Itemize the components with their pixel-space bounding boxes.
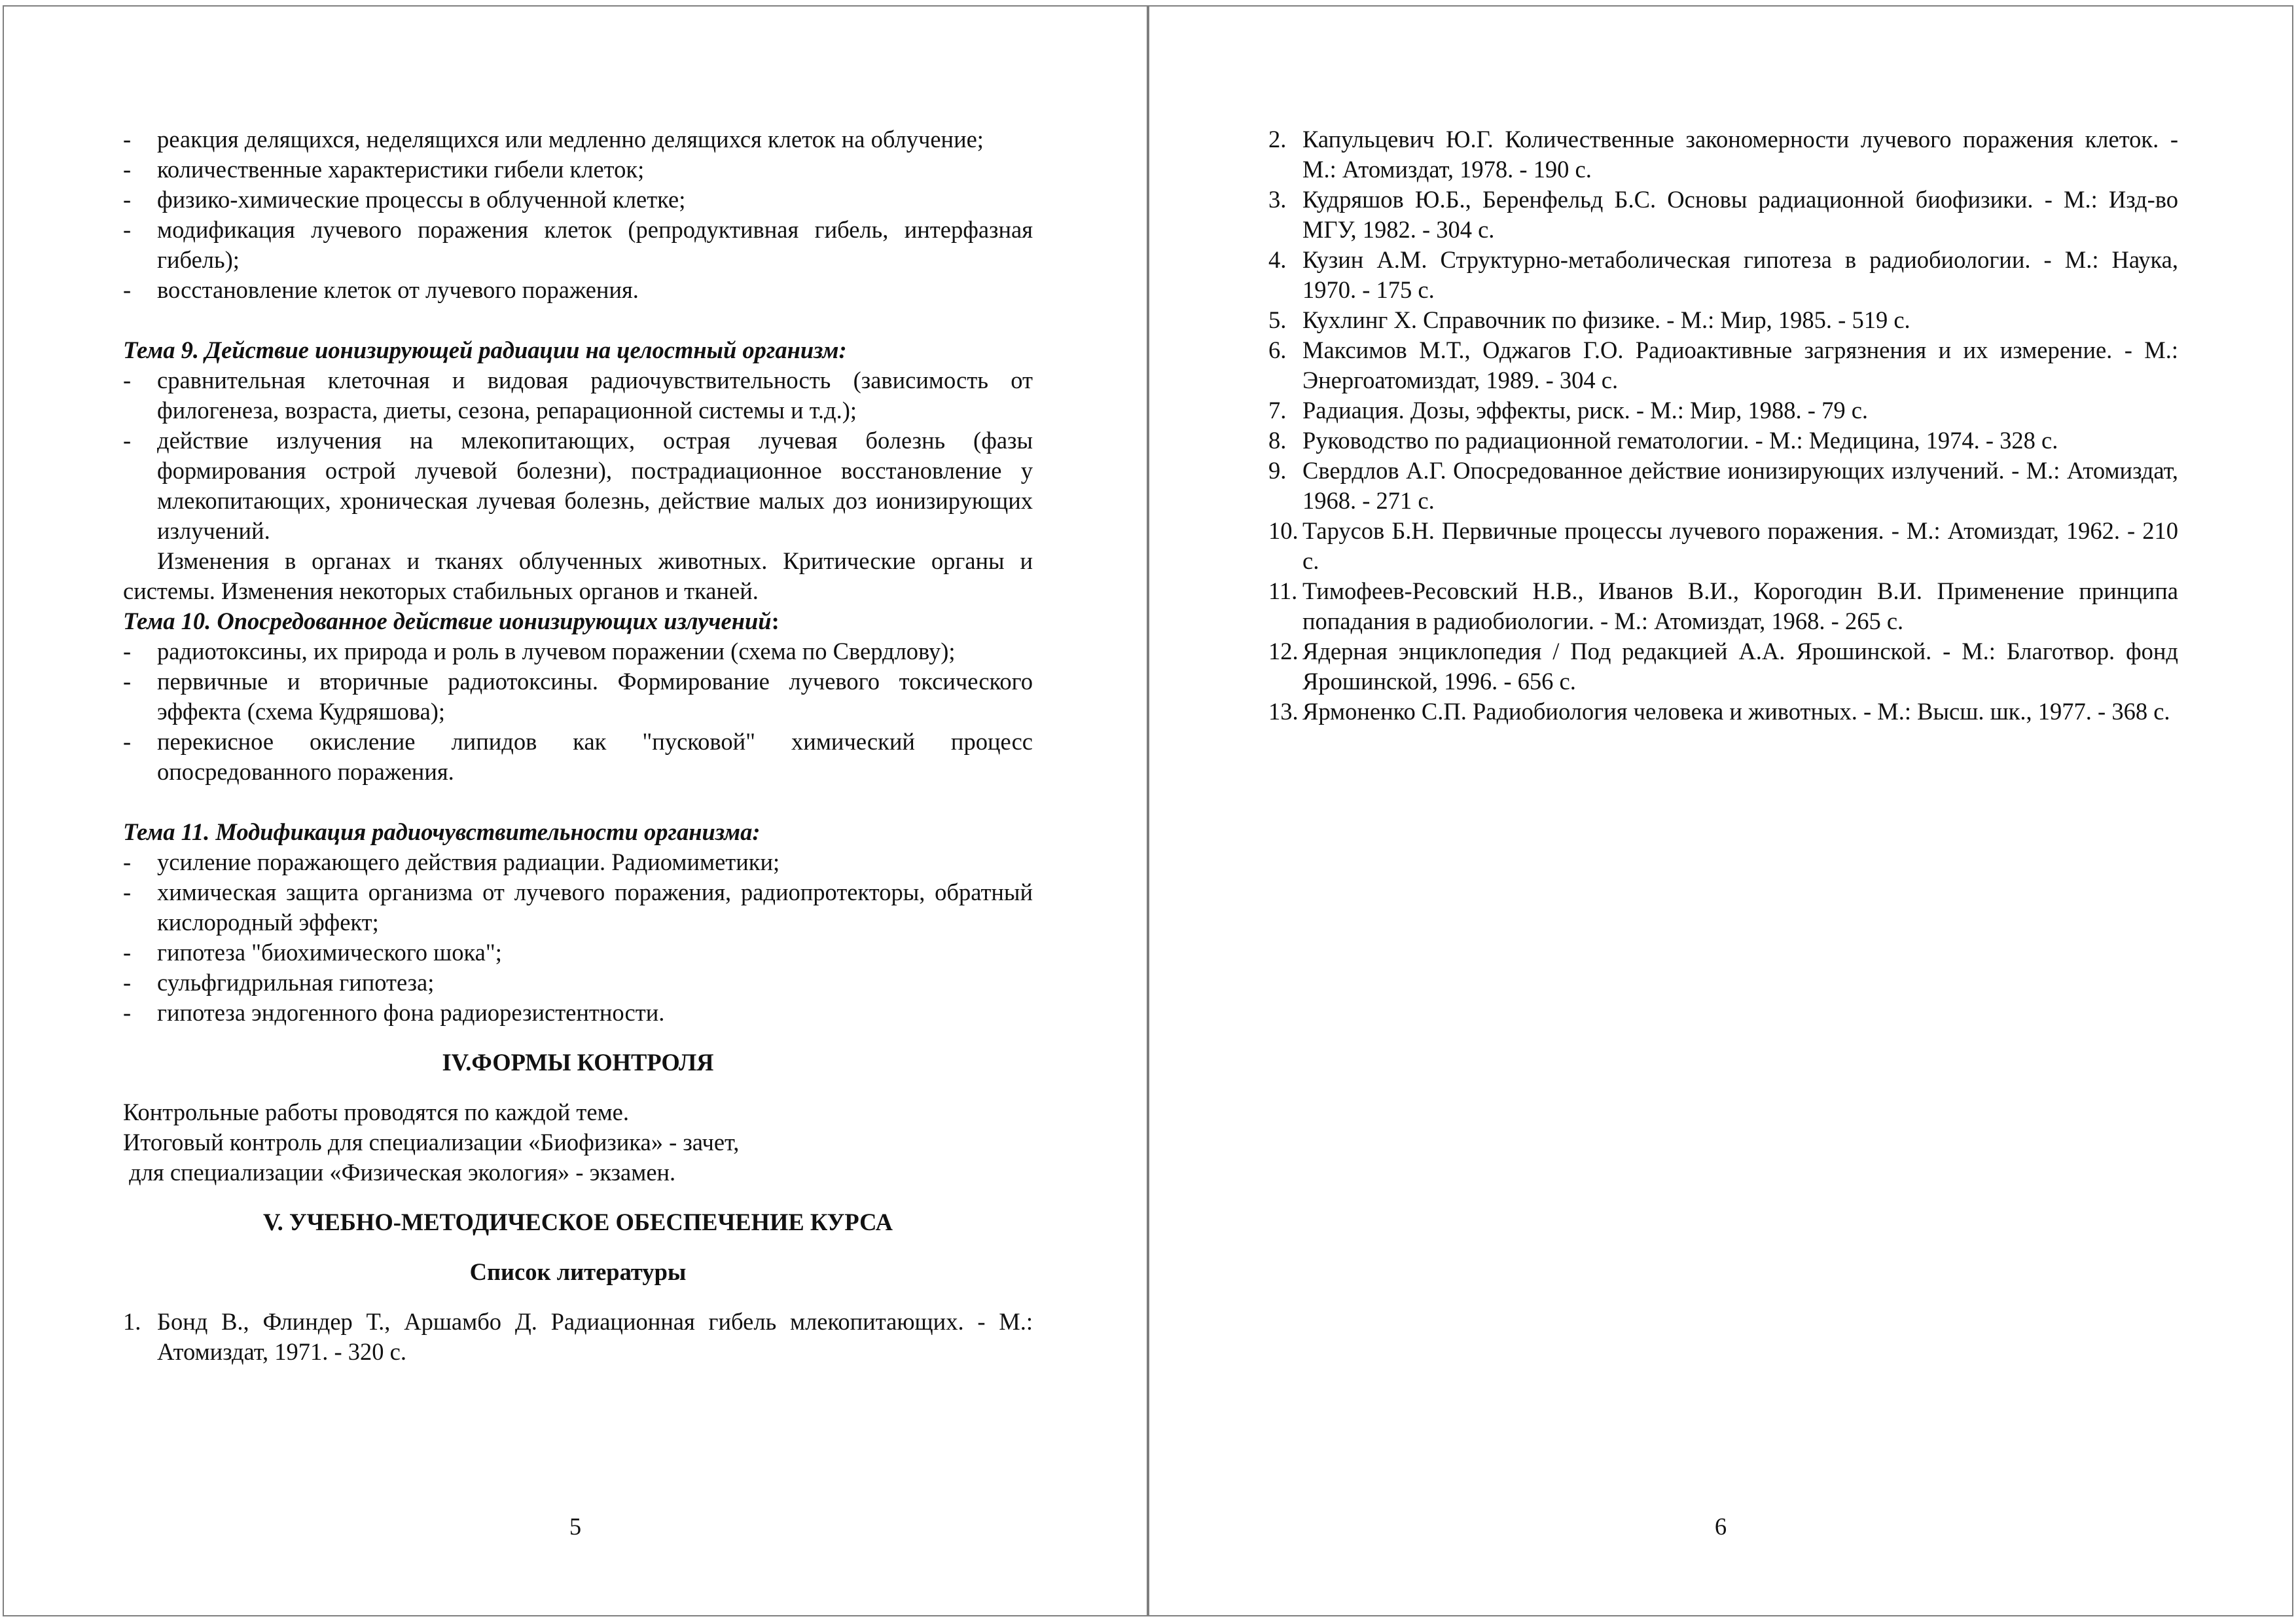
reference-item (1268, 636, 2178, 697)
left-page-content (123, 124, 1033, 1367)
section-4-heading: IV.ФОРМЫ КОНТРОЛЯ (442, 1049, 714, 1076)
left-page (3, 5, 1148, 1616)
reference-number: 9. (1268, 457, 1287, 484)
reference-text: Тарусов Б.Н. Первичные процессы лучевого поражения. - М.: Атомиздат, 1962. - 210 с. (1302, 517, 2178, 574)
reference-item (1268, 516, 2178, 576)
list-item: - усиление поражающего действия радиации. Радиомиметики; (123, 847, 1033, 877)
list-item: - гипотеза "биохимического шока"; (123, 938, 1033, 968)
section-5-heading: V. УЧЕБНО-МЕТОДИЧЕСКОЕ ОБЕСПЕЧЕНИЕ КУРСА (262, 1209, 893, 1235)
reference-number: 5. (1268, 306, 1287, 333)
reference-number: 11. (1268, 577, 1298, 604)
right-page (1148, 5, 2293, 1616)
control-line: Контрольные работы проводятся по каждой теме. (123, 1099, 630, 1125)
reference-number: 13. (1268, 698, 1299, 725)
list-item: - количественные характеристики гибели клеток; (123, 155, 1033, 185)
reference-item (1268, 576, 2178, 636)
reference-number: 6. (1268, 337, 1287, 363)
reference-item (1268, 426, 2178, 456)
list-item: - физико-химические процессы в облученной клетке; (123, 185, 1033, 215)
reference-text: Кухлинг Х. Справочник по физике. - М.: Мир, 1985. - 519 с. (1302, 306, 1910, 333)
reference-text: Радиация. Дозы, эффекты, риск. - М.: Мир, 1988. - 79 с. (1302, 397, 1869, 424)
reference-text: Ядерная энциклопедия / Под редакцией А.А. Ярошинской. - М.: Благотвор. фонд Ярошинской, 1996. - 656 с. (1302, 638, 2178, 695)
page-number: 6 (1714, 1513, 1727, 1540)
reference-text: Бонд В., Флиндер Т., Аршамбо Д. Радиационная гибель млекопитающих. - М.: Атомиздат, 1971. - 320 с. (157, 1308, 1033, 1365)
reference-text: Кузин А.М. Структурно-метаболическая гипотеза в радиобиологии. - М.: Наука, 1970. - 175 с. (1302, 246, 2178, 303)
reference-number: 3. (1268, 186, 1287, 213)
reference-text: Свердлов А.Г. Опосредованное действие ионизирующих излучений. - М.: Атомиздат, 1968. - 271 с. (1302, 457, 2178, 514)
reference-number: 7. (1268, 397, 1287, 424)
list-item: - реакция делящихся, неделящихся или медленно делящихся клеток на облучение; (123, 124, 1033, 155)
list-item: - химическая защита организма от лучевого поражения, радиопротекторы, обратный кислородный эффект; (123, 877, 1033, 938)
reference-text: Руководство по радиационной гематологии. - М.: Медицина, 1974. - 328 с. (1302, 427, 2058, 454)
list-item: - сульфгидрильная гипотеза; (123, 968, 1033, 998)
reference-item (1268, 124, 2178, 185)
control-line: Итоговый контроль для специализации «Биофизика» - зачет, (123, 1129, 740, 1156)
reference-text: Максимов М.Т., Оджагов Г.О. Радиоактивные загрязнения и их измерение. - М.: Энергоатомиздат, 1989. - 304 с. (1302, 337, 2178, 393)
list-item: - действие излучения на млекопитающих, острая лучевая болезнь (фазы формирования острой лучевой болезни), пострадиационное восстановление у млекопитающих, хроническая лучевая болезнь, действие малых доз ионизирующих излучений. (123, 426, 1033, 546)
reference-number: 2. (1268, 126, 1287, 153)
list-item: - гипотеза эндогенного фона радиорезистентности. (123, 998, 1033, 1028)
list-item: - модификация лучевого поражения клеток (репродуктивная гибель, интерфазная гибель); (123, 215, 1033, 275)
control-line: для специализации «Физическая экология» - экзамен. (123, 1159, 676, 1186)
reference-number: 10. (1268, 517, 1299, 544)
page-number: 5 (569, 1513, 582, 1540)
reference-item (1268, 456, 2178, 516)
reference-item (1268, 185, 2178, 245)
list-item: - сравнительная клеточная и видовая радиочувствительность (зависимость от филогенеза, возраста, диеты, сезона, репарационной системы и т.д.); (123, 365, 1033, 426)
paragraph: Изменения в органах и тканях облученных животных. Критические органы и системы. Изменения некоторых стабильных органов и тканей. (123, 547, 1033, 604)
reference-text: Тимофеев-Ресовский Н.В., Иванов В.И., Корогодин В.И. Применение принципа попадания в радиобиологии. - М.: Атомиздат, 1968. - 265 с. (1302, 577, 2178, 634)
reference-number: 1. (123, 1308, 141, 1335)
list-item: - первичные и вторичные радиотоксины. Формирование лучевого токсического эффекта (схема Кудряшова); (123, 666, 1033, 727)
reference-text: Кудряшов Ю.Б., Беренфельд Б.С. Основы радиационной биофизики. - М.: Изд-во МГУ, 1982. - 304 с. (1302, 186, 2178, 243)
reference-number: 8. (1268, 427, 1287, 454)
reference-item (1268, 697, 2178, 727)
reference-item (1268, 335, 2178, 395)
list-item: - перекисное окисление липидов как "пусковой" химический процесс опосредованного поражения. (123, 727, 1033, 787)
reference-item (1268, 305, 2178, 335)
reference-number: 12. (1268, 638, 1299, 665)
reference-text: Ярмоненко С.П. Радиобиология человека и животных. - М.: Высш. шк., 1977. - 368 с. (1302, 698, 2170, 725)
reference-number: 4. (1268, 246, 1287, 273)
list-item: - восстановление клеток от лучевого поражения. (123, 275, 1033, 305)
reference-item (123, 1307, 1033, 1367)
topic-9-heading: Тема 9. Действие ионизирующей радиации на целостный организм: (123, 337, 847, 363)
literature-title: Список литературы (469, 1258, 687, 1285)
list-item: - радиотоксины, их природа и роль в лучевом поражении (схема по Свердлову); (123, 636, 1033, 666)
topic-11-heading: Тема 11. Модификация радиочувствительности организма: (123, 818, 761, 845)
reference-item (1268, 395, 2178, 426)
right-page-content (1268, 124, 2178, 727)
topic-10-colon: : (771, 608, 780, 634)
reference-text: Капульцевич Ю.Г. Количественные закономерности лучевого поражения клеток. - М.: Атомиздат, 1978. - 190 с. (1302, 126, 2178, 183)
topic-10-title: Тема 10. Опосредованное действие ионизирующих излучений (123, 608, 772, 634)
topic-10-heading (123, 606, 1033, 636)
reference-item (1268, 245, 2178, 305)
